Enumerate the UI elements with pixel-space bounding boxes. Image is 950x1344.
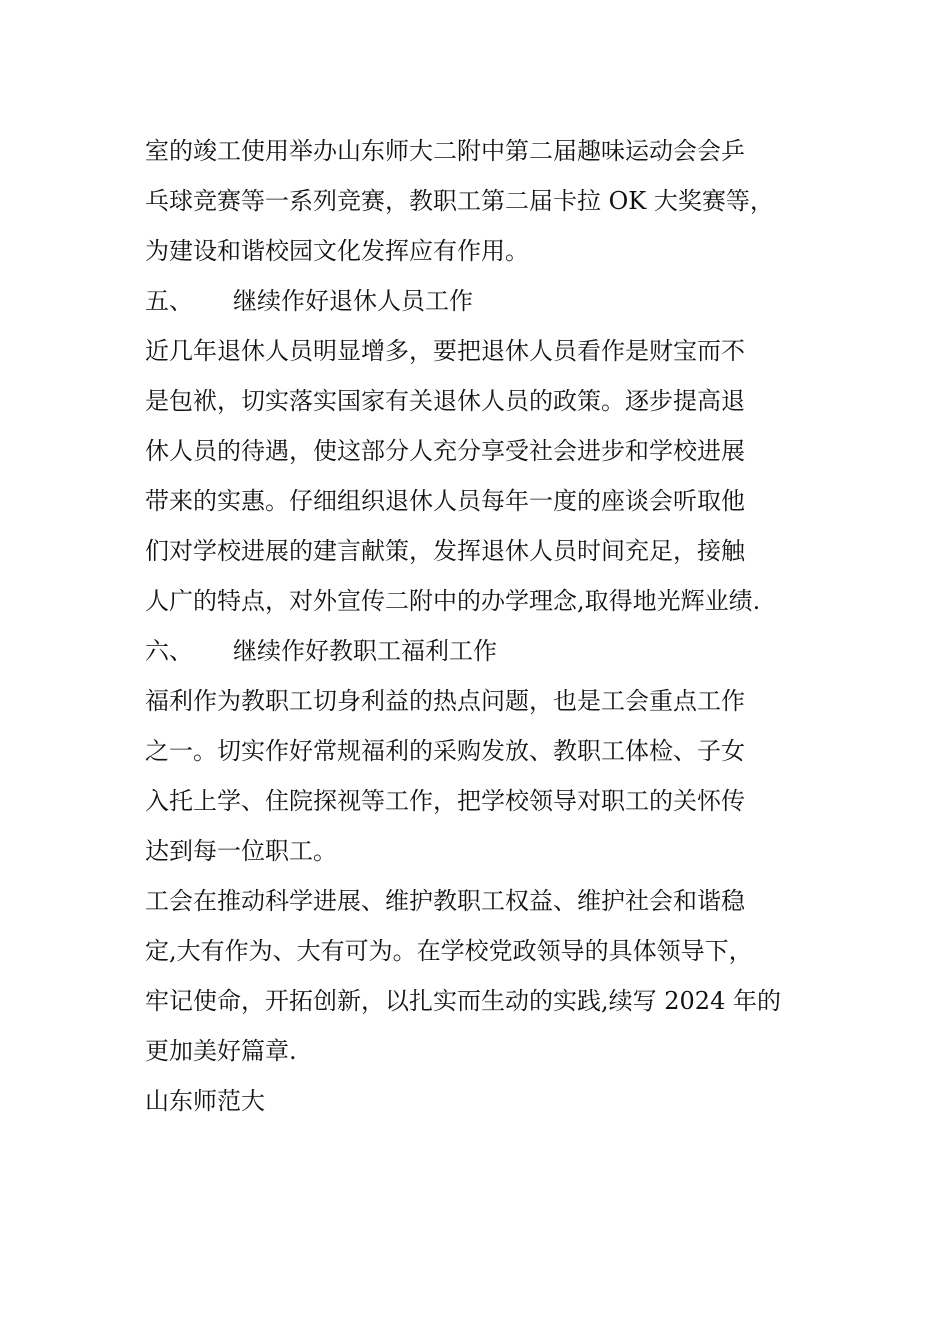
section-number: 六、	[145, 637, 193, 665]
paragraph-line: 乓球竞赛等一系列竞赛，教职工第二届卡拉 OK 大奖赛等，	[145, 187, 774, 215]
section-title: 继续作好退休人员工作	[233, 287, 473, 315]
paragraph-line: 们对学校进展的建言献策，发挥退休人员时间充足，接触	[145, 537, 745, 565]
paragraph-line: 是包袱，切实落实国家有关退休人员的政策。逐步提高退	[145, 387, 745, 415]
paragraph-line: 带来的实惠。仔细组织退休人员每年一度的座谈会听取他	[145, 487, 745, 515]
paragraph-line: 达到每一位职工。	[145, 837, 337, 865]
paragraph-line: 定,大有作为、大有可为。在学校党政领导的具体领导下，	[145, 937, 753, 965]
paragraph-line: 之一。切实作好常规福利的采购发放、教职工体检、子女	[145, 737, 745, 765]
paragraph-line: 更加美好篇章.	[145, 1037, 297, 1065]
paragraph-line: 牢记使命，开拓创新，以扎实而生动的实践,续写 2024 年的	[145, 987, 781, 1015]
paragraph-line: 入托上学、住院探视等工作，把学校领导对职工的关怀传	[145, 787, 745, 815]
paragraph-line: 人广的特点，对外宣传二附中的办学理念,取得地光辉业绩.	[145, 587, 761, 615]
section-number: 五、	[145, 287, 193, 315]
section-heading-5	[145, 276, 825, 326]
paragraph-line: 近几年退休人员明显增多，要把退休人员看作是财宝而不	[145, 337, 745, 365]
signature: 山东师范大	[145, 1087, 265, 1115]
paragraph-line: 休人员的待遇，使这部分人充分享受社会进步和学校进展	[145, 437, 745, 465]
section-heading-6	[145, 626, 825, 676]
paragraph-line: 工会在推动科学进展、维护教职工权益、维护社会和谐稳	[145, 887, 745, 915]
paragraph-line: 福利作为教职工切身利益的热点问题，也是工会重点工作	[145, 687, 745, 715]
document-body	[145, 126, 825, 1126]
paragraph-line: 为建设和谐校园文化发挥应有作用。	[145, 237, 529, 265]
section-title: 继续作好教职工福利工作	[233, 637, 497, 665]
paragraph-line: 室的竣工使用举办山东师大二附中第二届趣味运动会会乒	[145, 137, 745, 165]
